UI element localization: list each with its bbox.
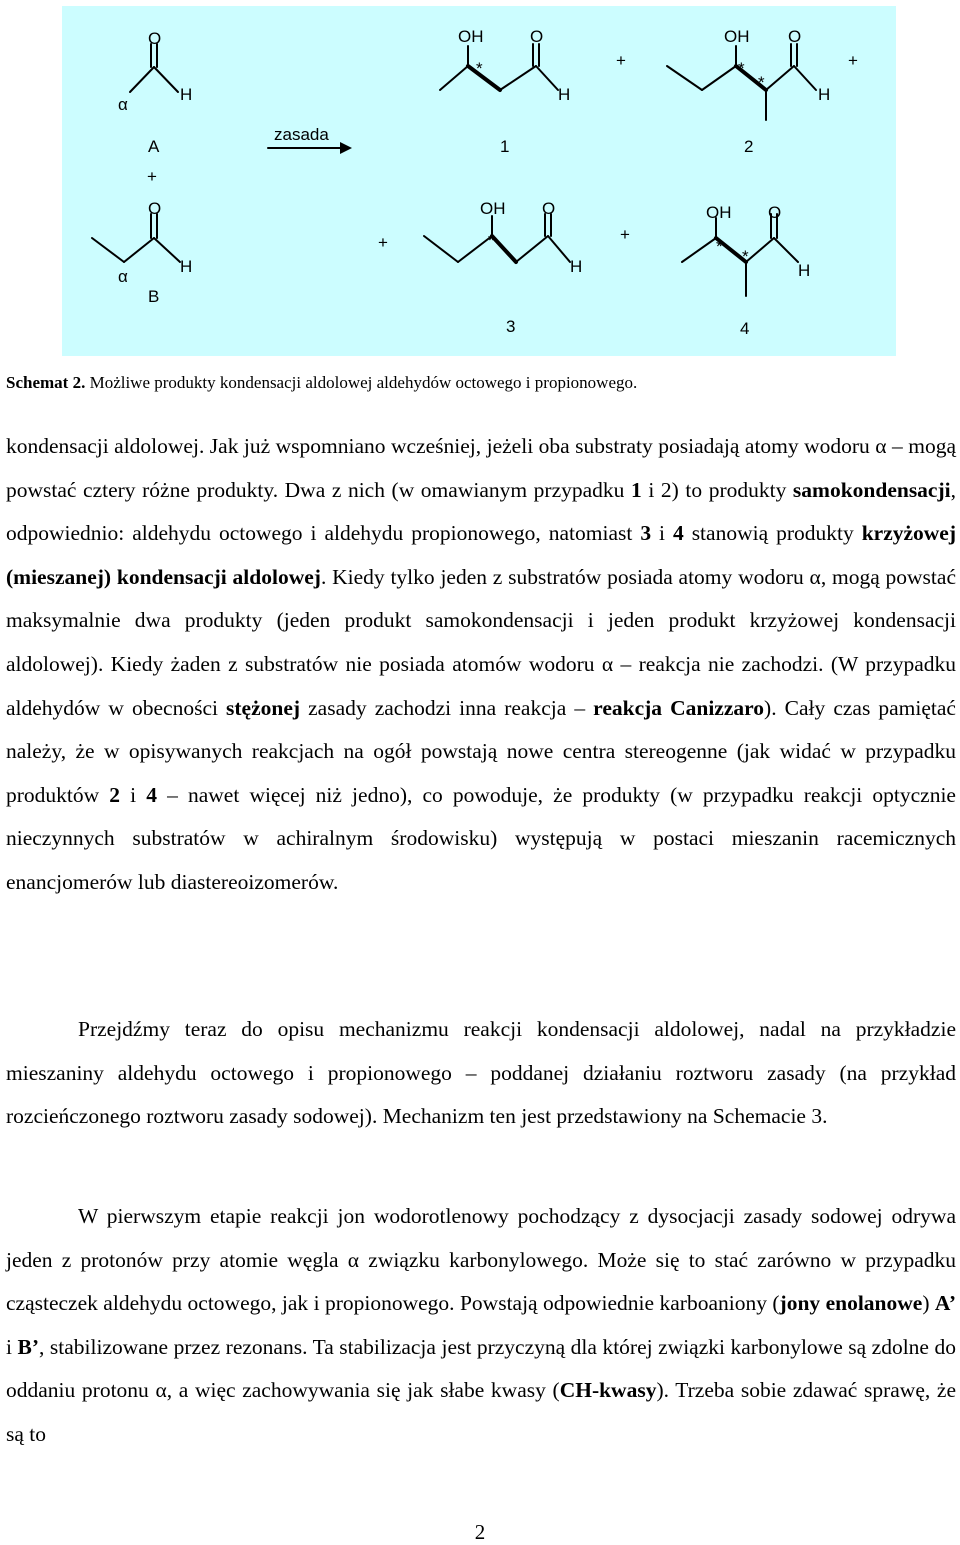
oh-2: OH [724, 27, 750, 46]
plus-2-end: + [848, 51, 858, 70]
hydrogen-4: H [798, 261, 811, 280]
hydrogen-3: H [570, 257, 583, 276]
text-bold: reakcja Canizzaro [593, 695, 765, 720]
text-bold: stężonej [226, 695, 301, 720]
text-run: i [120, 782, 147, 807]
alpha-label-b: α [118, 267, 128, 286]
text-bold: B’ [17, 1334, 39, 1359]
oh-3: OH [480, 199, 506, 218]
star-2b: * [758, 73, 765, 92]
product-label-1: 1 [500, 137, 510, 156]
oxygen-3: O [542, 199, 556, 218]
text-bold: jony enolanowe [779, 1291, 923, 1316]
text-bold: samokondensacji [792, 477, 951, 502]
oxygen-b: O [148, 199, 162, 218]
text-bold: 4 [146, 782, 157, 807]
star-4b: * [742, 247, 749, 266]
text-run: ). Trzeba sobie zdawać sprawę, że są to [6, 1378, 956, 1446]
text-run: i 2) to produkty [641, 477, 793, 502]
oxygen-1: O [530, 27, 544, 46]
star-3: * [488, 231, 495, 250]
alpha-label-a: α [118, 95, 128, 114]
plus-b3: + [378, 233, 388, 252]
text-bold: 2 [109, 782, 121, 807]
oxygen-4: O [768, 203, 782, 222]
text-run: zasady zachodzi inna reakcja – [300, 695, 594, 720]
text-run: – nawet więcej niż jedno), co powoduje, że produkty (w przypadku reakcji optycznie nieczynnych substratów w achiralnym środowisku) występują w postaci mieszanin racemicznych enancjomerów lub diastereoizomerów. [6, 782, 956, 894]
text-run: ). Cały czas pamiętać należy, że w opisywanych reakcjach na ogół powstają nowe centra stereogenne (jak widać w przypadku produktów [6, 695, 956, 807]
oh-1: OH [458, 27, 484, 46]
text-bold: 1 [631, 477, 642, 502]
star-4a: * [716, 237, 723, 256]
plus-ab: + [147, 167, 157, 186]
text-run: kondensacji aldolowej. Jak już wspomniano wcześniej, jeżeli oba substraty posiadają atomy wodoru α – mogą powstać cztery różne produkty. Dwa z nich (w omawianym przypadku [6, 434, 956, 502]
hydrogen-2: H [818, 85, 831, 104]
star-2a: * [738, 59, 745, 78]
product-label-3: 3 [506, 317, 516, 336]
label-a: A [148, 137, 160, 156]
text-run: , odpowiednio: aldehydu octowego i aldehydu propionowego, natomiast [6, 477, 956, 546]
text-run: W pierwszym etapie reakcji jon wodorotlenowy pochodzący z dysocjacji zasady sodowej odrywa jeden z protonów przy atomie węgla α związku karbonylowego. Może się to stać zarówno w przypadku cząsteczek aldehydu octowego, jak i propionowego. Powstają odpowiednie karboaniony ( [6, 1204, 956, 1316]
plus-34: + [620, 225, 630, 244]
paragraph-1 [6, 425, 956, 905]
caption-label: Schemat 2. [6, 373, 86, 392]
text-run: . Kiedy tylko jeden z substratów posiada atomy wodoru α, mogą powstać maksymalnie dwa produkty (jeden produkt samokondensacji i jeden produkt krzyżowej kondensacji aldolowej). Kiedy żaden z substratów nie posiada atomów wodoru α – reakcja nie zachodzi. (W przypadku aldehydów w obecności [6, 564, 956, 720]
oxygen-a: O [148, 29, 162, 48]
oxygen-2: O [788, 27, 802, 46]
plus-12: + [616, 51, 626, 70]
hydrogen-a: H [180, 85, 193, 104]
text-run: i [6, 1334, 18, 1359]
hydrogen-1: H [558, 85, 571, 104]
label-b: B [148, 287, 160, 306]
product-label-2: 2 [744, 137, 754, 156]
text-bold: CH-kwasy [559, 1378, 657, 1403]
text-run: Przejdźmy teraz do opisu mechanizmu reakcji kondensacji aldolowej, nadal na przykładzie mieszaniny aldehydu octowego i propionowego – poddanej działaniu roztworu zasady (na przykład rozcieńczonego roztworu zasady sodowej). Mechanizm ten jest przedstawiony na Schemacie 3. [6, 1017, 956, 1129]
text-bold: 4 [672, 521, 684, 546]
paragraph-2 [6, 1008, 956, 1139]
page-number: 2 [474, 1520, 486, 1544]
oh-4: OH [706, 203, 732, 222]
scheme-caption [6, 372, 637, 394]
text-run: stanowią produkty [683, 521, 862, 546]
reaction-scheme [62, 6, 896, 356]
text-bold: 3 [640, 521, 652, 546]
star-1: * [476, 59, 483, 78]
hydrogen-b: H [180, 257, 193, 276]
product-label-4: 4 [740, 319, 750, 338]
text-run: ) [922, 1291, 935, 1316]
caption-text: Możliwe produkty kondensacji aldolowej aldehydów octowego i propionowego. [85, 373, 638, 392]
text-run: i [651, 521, 673, 546]
text-bold: A’ [934, 1291, 956, 1316]
arrow-label: zasada [274, 125, 329, 144]
text-bold: krzyżowej (mieszanej) kondensacji aldolowej [6, 521, 957, 589]
text-run: , stabilizowane przez rezonans. Ta stabilizacja jest przyczyną dla której związki karbonylowe są zdolne do oddaniu protonu α, a więc zachowywania się jak słabe kwasy ( [6, 1334, 956, 1403]
paragraph-3 [6, 1195, 956, 1457]
